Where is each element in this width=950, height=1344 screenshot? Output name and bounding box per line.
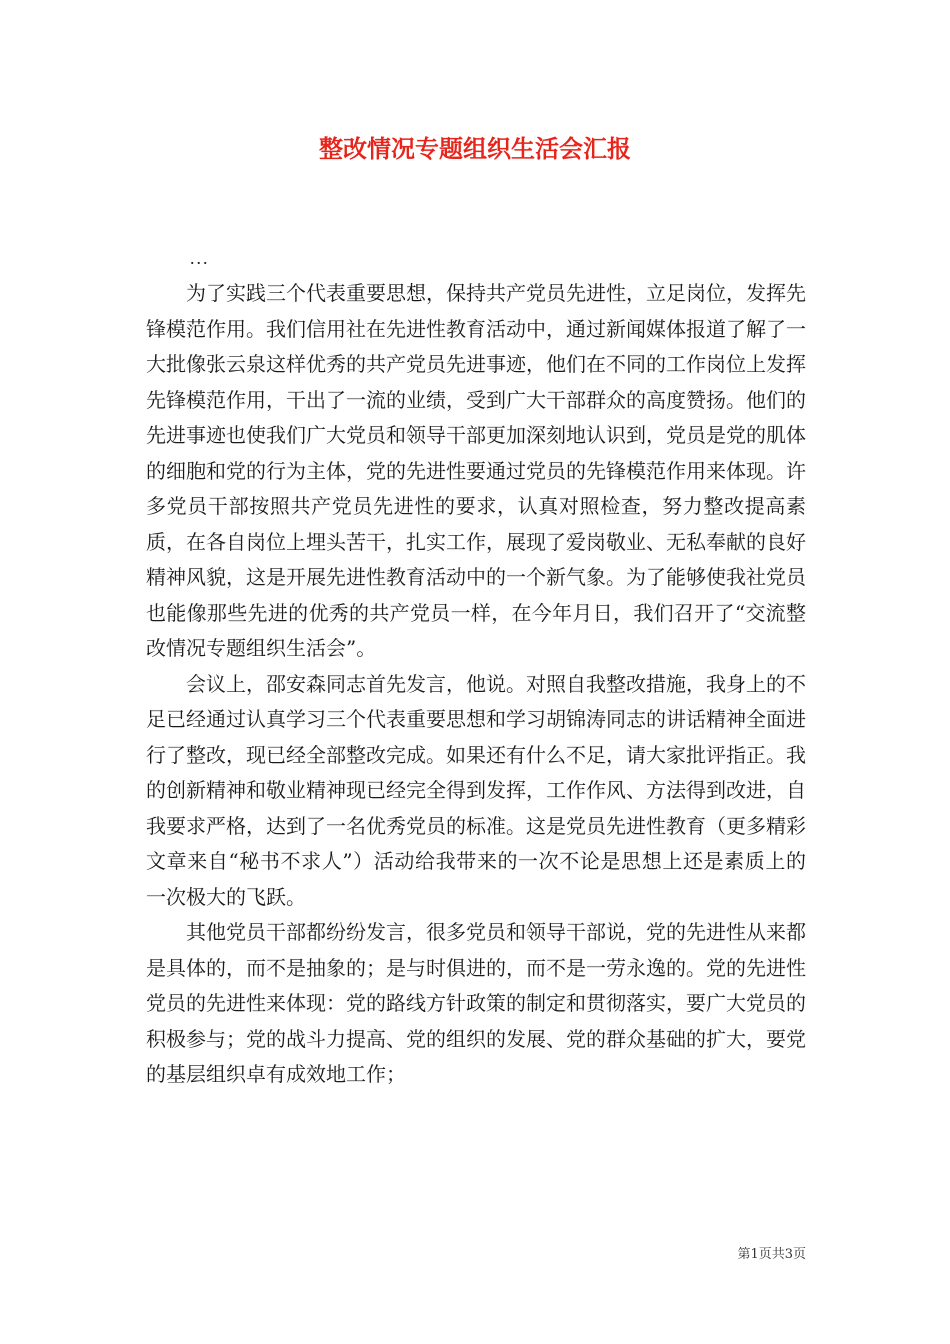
paragraph-1: 为了实践三个代表重要思想，保持共产党员先进性，立足岗位，发挥先锋模范作用。我们信用社在先进性教育活动中，通过新闻媒体报道了解了一大批像张云泉这样优秀的共产党员先进事迹，他们在不同的工作岗位上发挥先锋模范作用，干出了一流的业绩，受到广大干部群众的高度赞扬。他们的先进事迹也使我们广大党员和领导干部更加深刻地认识到，党员是党的肌体的细胞和党的行为主体，党的先进性要通过党员的先锋模范作用来体现。许多党员干部按照共产党员先进性的要求，认真对照检查，努力整改提高素质，在各自岗位上埋头苦干，扎实工作，展现了爱岗敬业、无私奉献的良好精神风貌，这是开展先进性教育活动中的一个新气象。为了能够使我社党员也能像那些先进的优秀的共产党员一样，在今年月日，我们召开了“交流整改情况专题组织生活会”。 [146,281,806,660]
ellipsis-marker: ... [190,248,210,268]
page-number-footer: 第1页共3页 [737,1247,806,1262]
paragraph-2: 会议上，邵安森同志首先发言，他说。对照自我整改措施，我身上的不足已经通过认真学习三个代表重要思想和学习胡锦涛同志的讲话精神全面进行了整改，现已经全部整改完成。如果还有什么不足，请大家批评指正。我的创新精神和敬业精神现已经完全得到发挥，工作作风、方法得到改进，自我要求严格，达到了一名优秀党员的标准。这是党员先进性教育（更多精彩文章来自“秘书不求人”）活动给我带来的一次不论是思想上还是素质上的一次极大的飞跃。 [146,671,806,909]
paragraph-3: 其他党员干部都纷纷发言，很多党员和领导干部说，党的先进性从来都是具体的，而不是抽象的；是与时俱进的，而不是一劳永逸的。党的先进性党员的先进性来体现：党的路线方针政策的制定和贯彻落实，要广大党员的积极参与；党的战斗力提高、党的组织的发展、党的群众基础的扩大，要党的基层组织卓有成效地工作； [146,920,806,1086]
document-body [146,276,806,1093]
document-title: 整改情况专题组织生活会汇报 [319,134,631,163]
